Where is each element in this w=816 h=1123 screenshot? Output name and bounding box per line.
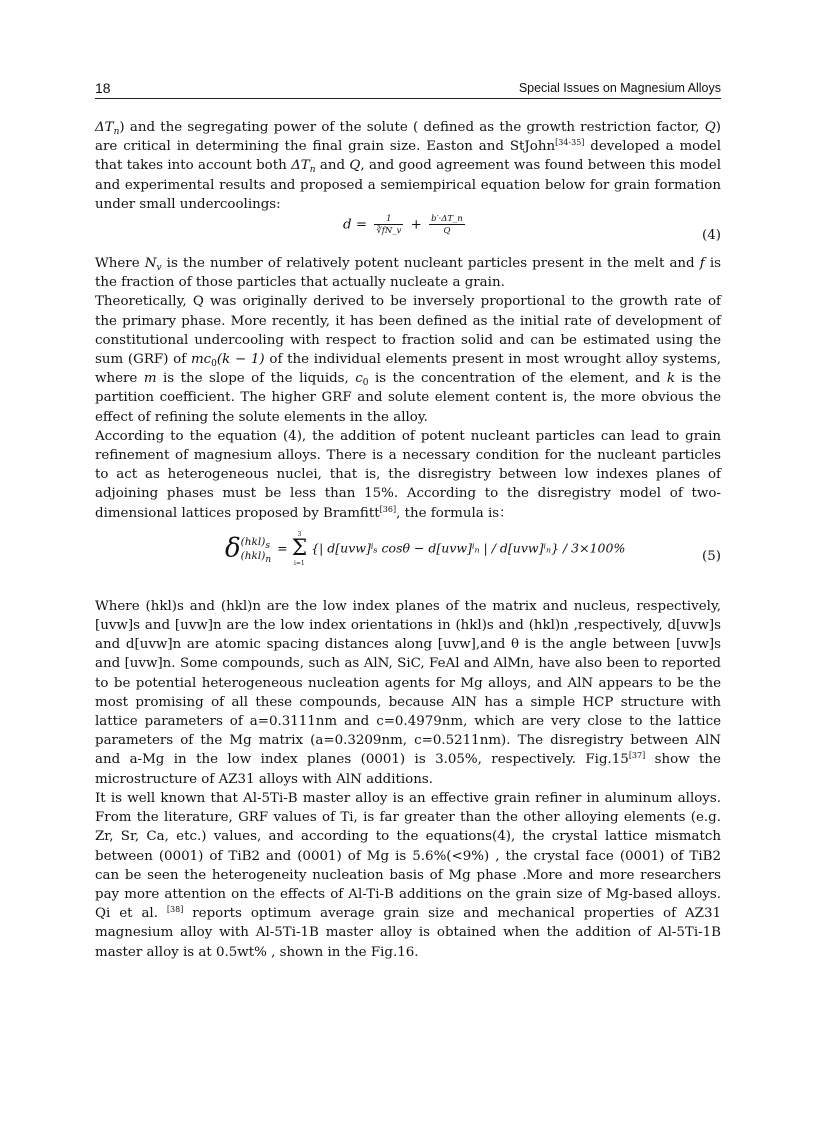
paragraph: Where $N_v$ is the number of relatively potent nucleant particles present in the melt and f is the fraction of those particles that actually nucleate a grain. bbox=[95, 256, 721, 291]
paragraph: It is well known that Al-5Ti-B master alloy is an effective grain refiner in aluminum alloys. From the literature, GRF values of Ti, is far greater than the other alloying elements (e.g. Zr, Sr, Ca, etc.) values, and according to the equations(4), the crystal lattice mismatch between (0001) of TiB2 and (0001) of Mg is 5.6%(<9%) , the crystal face (0001) of TiB2 can be seen the heterogeneity nucleation basis of Mg phase .More and more researchers pay more attention on the effects of Al-Ti-B additions on the grain size of Mg-based alloys. Qi et al. [38] reports optimum average grain size and mechanical properties of AZ31 magnesium alloy with Al-5Ti-1B master alloy is obtained when the addition of Al-5Ti-1B master alloy is at 0.5wt% , shown in the Fig.16. bbox=[95, 790, 721, 960]
paragraph: According to the equation (4), the addition of potent nucleant particles can lead to grain refinement of magnesium alloys. There is a necessary condition for the nucleant particles to act as heterogeneous nuclei, that is, the disregistry between low indexes planes of adjoining phases must be less than 15%. According to the disregistry model of two-dimensional lattices proposed by Bramfitt[36], the formula is： bbox=[95, 428, 721, 521]
citation: [36] bbox=[379, 504, 397, 514]
citation: [37] bbox=[628, 751, 646, 761]
paragraph: Theoretically, Q was originally derived to be inversely proportional to the growth rate of the primary phase. More recently, it has been defined as the initial rate of development of constitutional undercooling with respect to fraction solid and can be estimated using the sum (GRF) of $mc_0(k - 1)$ of the individual elements present in most wrought alloy systems, where m is the slope of the liquids, $c_0$ is the concentration of the element, and k is the partition coefficient. The higher GRF and solute element content is, the more obvious the effect of refining the solute elements in the alloy. bbox=[95, 294, 722, 425]
page-number: 18 bbox=[95, 80, 111, 96]
citation: [38] bbox=[166, 905, 184, 915]
equation-number: (4) bbox=[702, 228, 721, 244]
citation: [34-35] bbox=[555, 138, 585, 148]
running-title: Special Issues on Magnesium Alloys bbox=[518, 81, 721, 95]
page-header bbox=[95, 80, 721, 99]
paragraph: Where (hkl)s and (hkl)n are the low index planes of the matrix and nucleus, respectively,[uvw]s and [uvw]n are the low index orientations in (hkl)s and (hkl)n ,respectively, d[uvw]s and d[uvw]n are atomic spacing distances along [uvw],and θ is the angle between [uvw]s and [uvw]n. Some compounds, such as AlN, SiC, FeAl and AlMn, have also been to reported to be potential heterogeneous nucleation agents for Mg alloys, and AlN appears to be the most promising of all these compounds, because AlN has a simple HCP structure with lattice parameters of a=0.3111nm and c=0.4979nm, which are very close to the lattice parameters of the Mg matrix (a=0.3209nm, c=0.5211nm). The disregistry between AlN and a-Mg in the low index planes (0001) is 3.05%, respectively. Fig.15[37] show the microstructure of AZ31 alloys with AlN additions. bbox=[95, 598, 721, 787]
equation-4: d = $\frac{1}{∛fN\_v}$ + $\frac{b'\cdot\Delta T\_n}{Q}$ (4) bbox=[95, 214, 721, 254]
body-text bbox=[95, 118, 721, 962]
equation-5: $\delta(hkl)_s$ $(hkl)_n$ = 3 Σ i=1 {| d[uvw]ⁱₛ cosθ − d[uvw]ⁱₙ | / d[uvw]ⁱₙ} / 3×100% (5) bbox=[225, 530, 721, 567]
equation-number: (5) bbox=[702, 548, 721, 564]
paragraph: $\Delta T_n$) and the segregating power of the solute ( defined as the growth restriction factor, Q) are critical in determining the final grain size. Easton and StJohn[34-35] developed a model that takes into account both $\Delta T_n$ and Q, and good agreement was found between this model and experimental results and proposed a semiempirical equation below for grain formation under small undercoolings: bbox=[95, 120, 721, 212]
